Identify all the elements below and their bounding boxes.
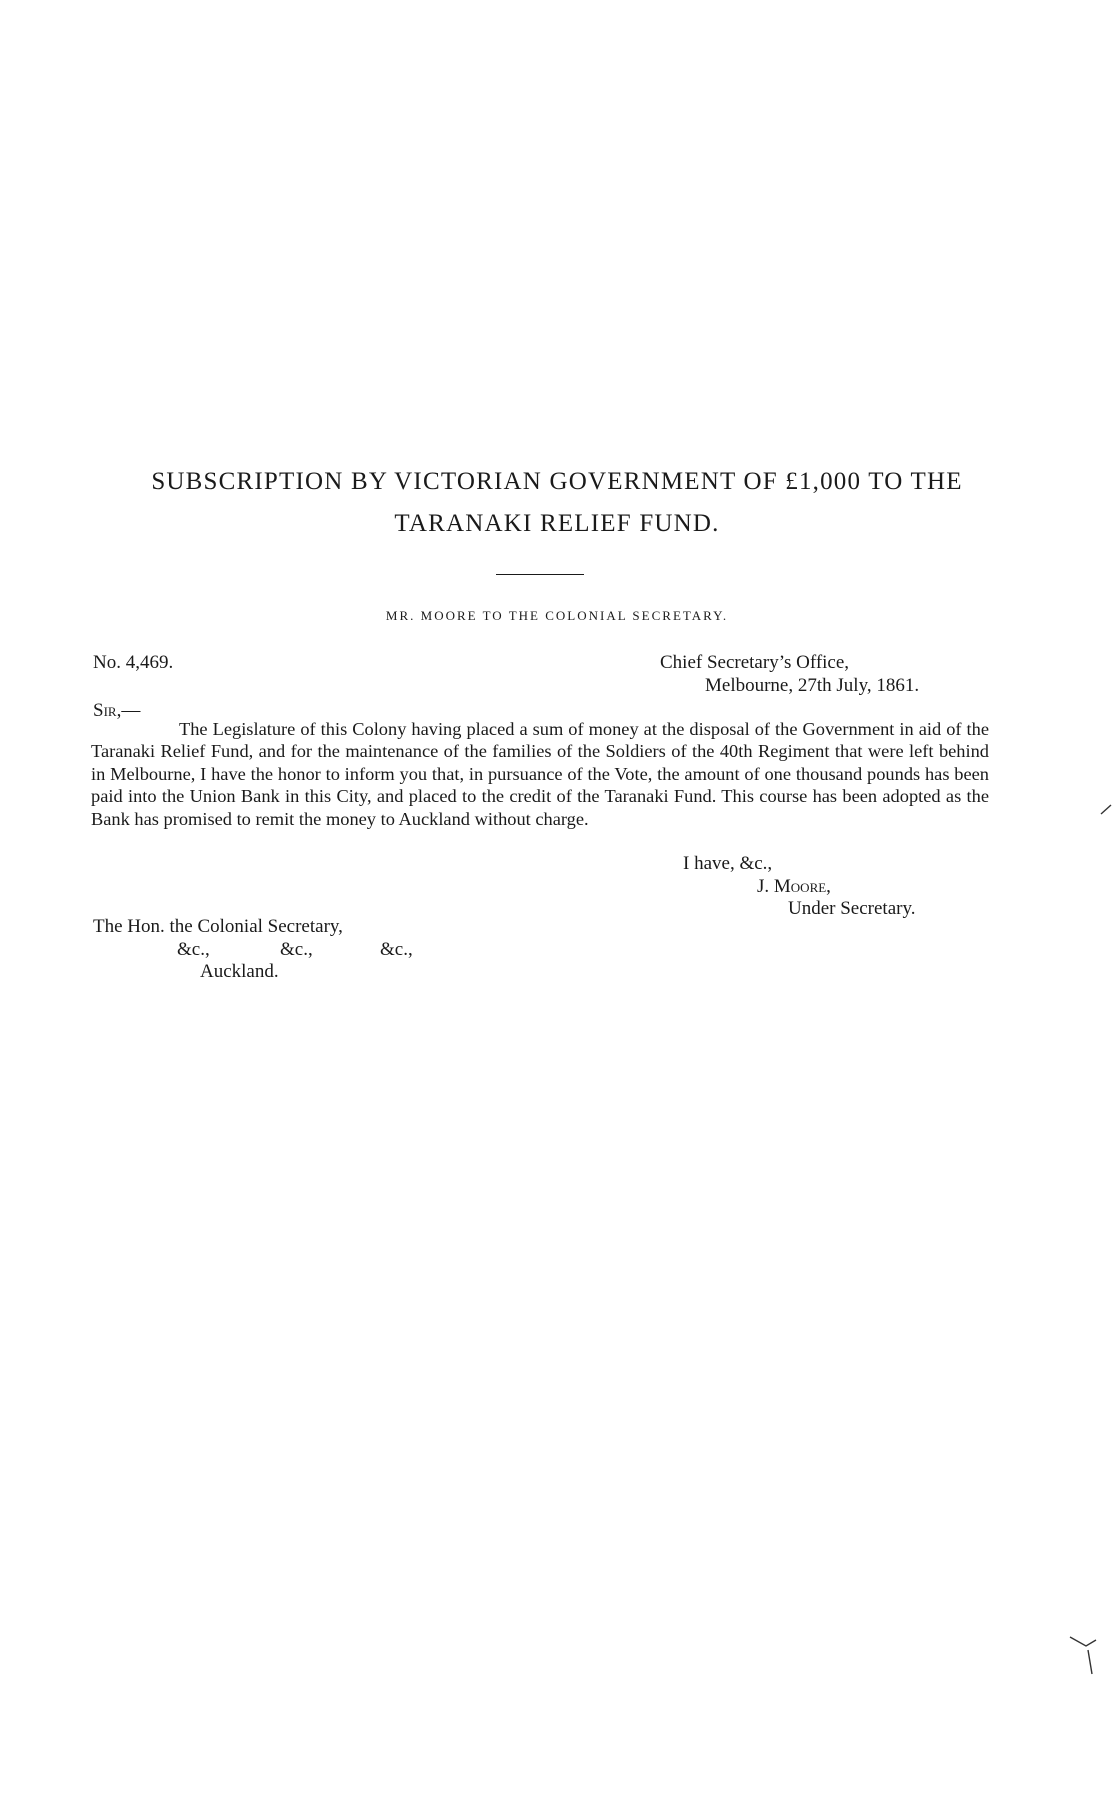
addressee-etc-1: &c., [177,939,210,960]
addressee-etc-3: &c., [380,939,413,960]
closing: I have, &c., [683,853,773,874]
letter-number: No. 4,469. [93,652,174,673]
document-title-line-1: SUBSCRIPTION BY VICTORIAN GOVERNMENT OF £1,000 TO THE [151,468,963,495]
sender-office: Chief Secretary’s Office, [660,652,850,673]
letter-body: The Legislature of this Colony having placed a sum of money at the disposal of the Government in aid of the Taranaki Relief Fund, and for the maintenance of the families of the Soldiers of the 40th Regiment that were left behind in Melbourne, I have the honor to inform you that, in pursuance of the Vote, the amount of one thousand pounds has been paid into the Union Bank in this City, and placed to the credit of the Taranaki Fund. This course has been adopted as the Bank has promised to remit the money to Auckland without charge. [91,719,989,829]
letter-heading: MR. MOORE TO THE COLONIAL SECRETARY. [385,608,729,623]
addressee-etc-2: &c., [280,939,313,960]
place-and-date: Melbourne, 27th July, 1861. [705,675,920,696]
margin-scan-mark [1100,802,1112,816]
signatory-title: Under Secretary. [788,898,916,919]
addressee: The Hon. the Colonial Secretary, [93,916,343,937]
signatory: J. Moore, [757,876,831,897]
addressee-place: Auckland. [200,961,279,982]
corner-scan-mark [1066,1632,1100,1678]
title-divider [496,574,584,575]
salutation: Sir,— [93,700,141,721]
document-title-line-2: TARANAKI RELIEF FUND. [394,510,720,537]
